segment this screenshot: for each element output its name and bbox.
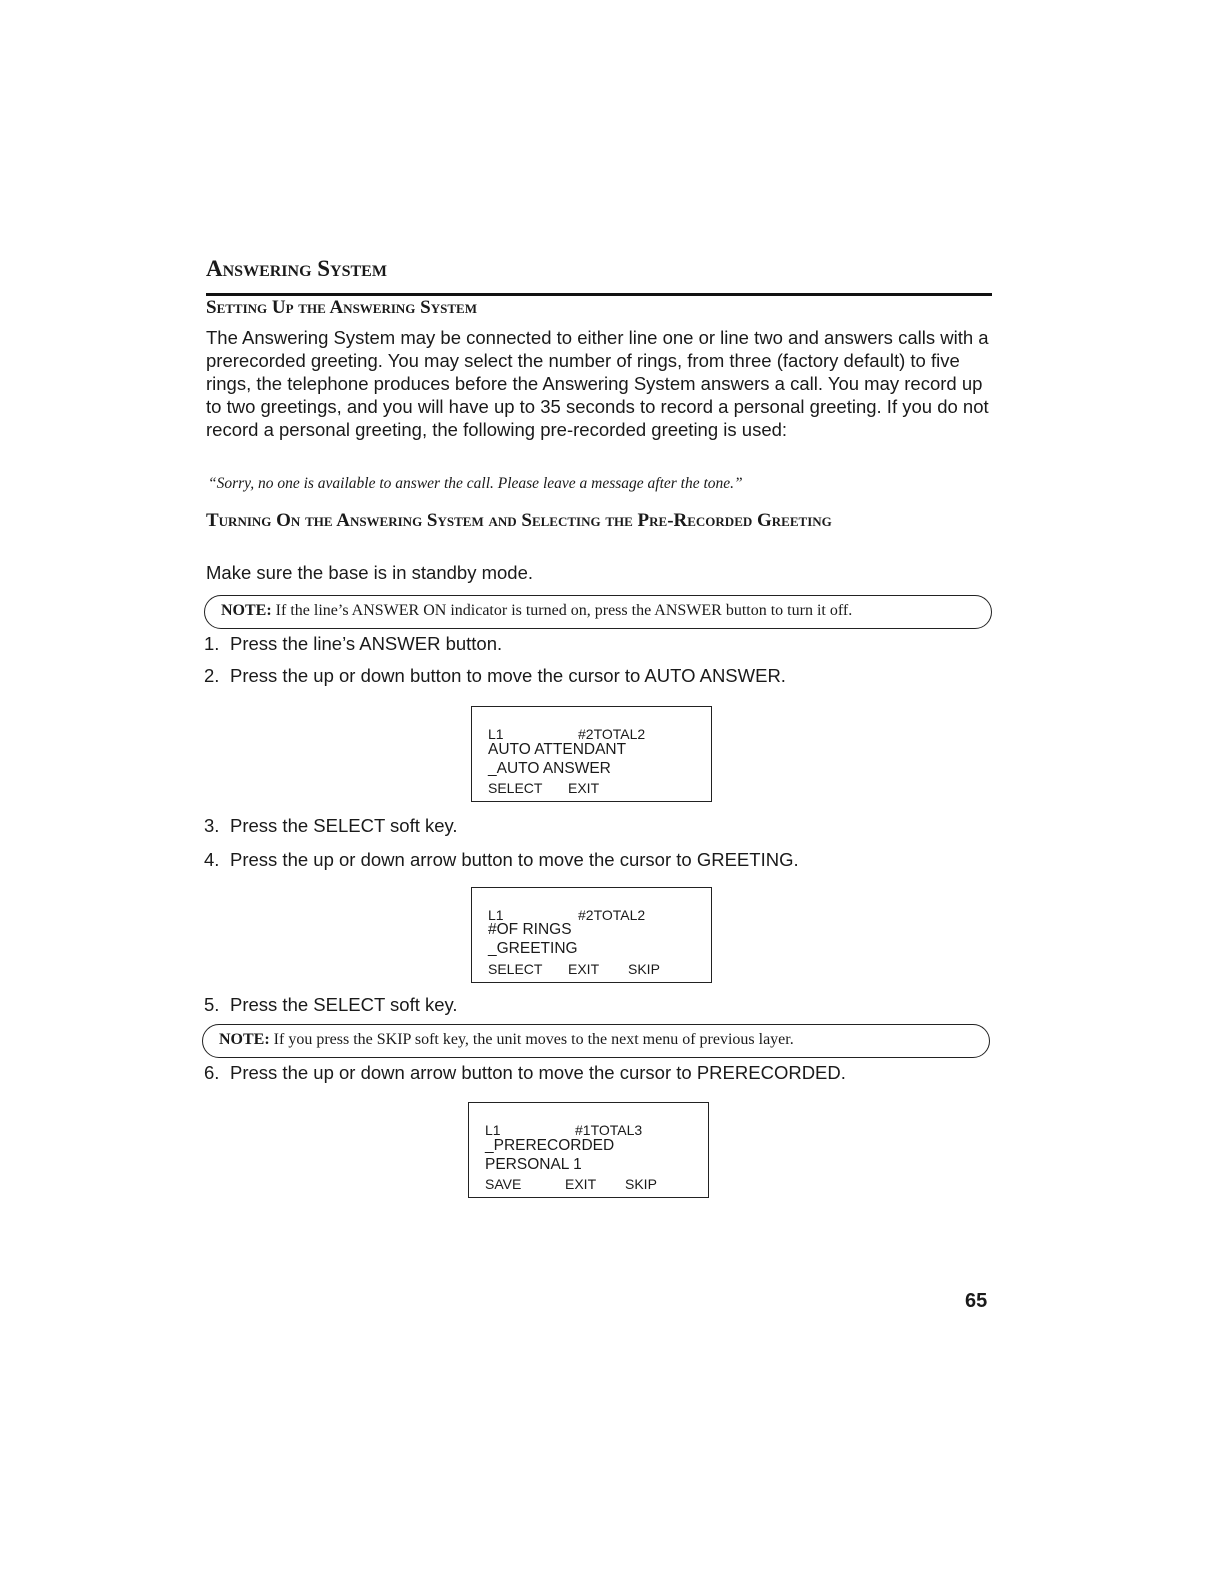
step-text: Press the SELECT soft key. <box>230 994 458 1015</box>
standby-instruction: Make sure the base is in standby mode. <box>206 562 534 583</box>
step-number: 3. <box>204 815 220 836</box>
step-number: 2. <box>204 665 220 686</box>
soft-key-2: EXIT <box>568 961 600 977</box>
setup-heading: Setting Up the Answering System <box>206 297 477 318</box>
note-answer-indicator <box>204 595 992 629</box>
soft-key-1: SELECT <box>488 780 543 796</box>
page-number: 65 <box>965 1290 988 1312</box>
step-5 <box>204 994 458 1016</box>
lcd-line-indicator: L1 <box>488 907 504 923</box>
lcd-row-2: _AUTO ANSWER <box>488 760 611 777</box>
lcd-status: #2TOTAL2 <box>578 907 646 923</box>
step-number: 4. <box>204 849 220 870</box>
soft-key-1: SELECT <box>488 961 543 977</box>
title-rule <box>206 293 992 296</box>
note-label: NOTE: <box>221 602 272 619</box>
step-3 <box>204 815 458 837</box>
step-text: Press the up or down arrow button to move the cursor to PRERECORDED. <box>230 1062 846 1083</box>
lcd-row-2: PERSONAL 1 <box>485 1156 582 1173</box>
lcd-status: #1TOTAL3 <box>575 1122 643 1138</box>
soft-key-1: SAVE <box>485 1176 522 1192</box>
lcd-display-prerecorded <box>468 1102 709 1198</box>
note-text: If you press the SKIP soft key, the unit moves to the next menu of previous layer. <box>273 1031 794 1048</box>
step-text: Press the SELECT soft key. <box>230 815 458 836</box>
turning-on-heading: Turning On the Answering System and Selecting the Pre-Recorded Greeting <box>206 510 832 531</box>
section-title: Answering System <box>206 256 387 281</box>
lcd-display-greeting <box>471 887 712 983</box>
lcd-row-1: AUTO ATTENDANT <box>488 741 627 758</box>
setup-body: The Answering System may be connected to either line one or line two and answers calls with a prerecorded greeting. You may select the number of rings, from three (factory default) to five rings, the telephone produces before the Answering System answers a call. You may record up to two greetings, and you will have up to 35 seconds to record a personal greeting. If you do not record a personal greeting, the following pre-recorded greeting is used: <box>206 327 989 440</box>
soft-key-2: EXIT <box>568 780 600 796</box>
note-skip-key <box>202 1024 990 1058</box>
step-6 <box>204 1062 846 1084</box>
lcd-line-indicator: L1 <box>485 1122 501 1138</box>
lcd-status: #2TOTAL2 <box>578 726 646 742</box>
step-1 <box>204 633 502 655</box>
step-4 <box>204 849 799 871</box>
lcd-row-1: _PRERECORDED <box>485 1137 615 1154</box>
step-number: 6. <box>204 1062 220 1083</box>
pre-recorded-greeting-quote: “Sorry, no one is available to answer the call. Please leave a message after the tone.” <box>208 475 743 492</box>
soft-key-2: EXIT <box>565 1176 597 1192</box>
lcd-row-1: #OF RINGS <box>488 921 572 938</box>
step-text: Press the line’s ANSWER button. <box>230 633 503 654</box>
soft-key-3: SKIP <box>625 1176 657 1192</box>
lcd-row-2: _GREETING <box>488 940 578 957</box>
soft-key-3: SKIP <box>628 961 660 977</box>
lcd-display-auto-answer <box>471 706 712 802</box>
note-label: NOTE: <box>219 1031 270 1048</box>
step-number: 1. <box>204 633 220 654</box>
note-text: If the line’s ANSWER ON indicator is turned on, press the ANSWER button to turn it off. <box>275 602 853 619</box>
step-text: Press the up or down button to move the cursor to AUTO ANSWER. <box>230 665 786 686</box>
step-number: 5. <box>204 994 220 1015</box>
lcd-line-indicator: L1 <box>488 726 504 742</box>
step-text: Press the up or down arrow button to move the cursor to GREETING. <box>230 849 799 870</box>
step-2 <box>204 665 786 687</box>
